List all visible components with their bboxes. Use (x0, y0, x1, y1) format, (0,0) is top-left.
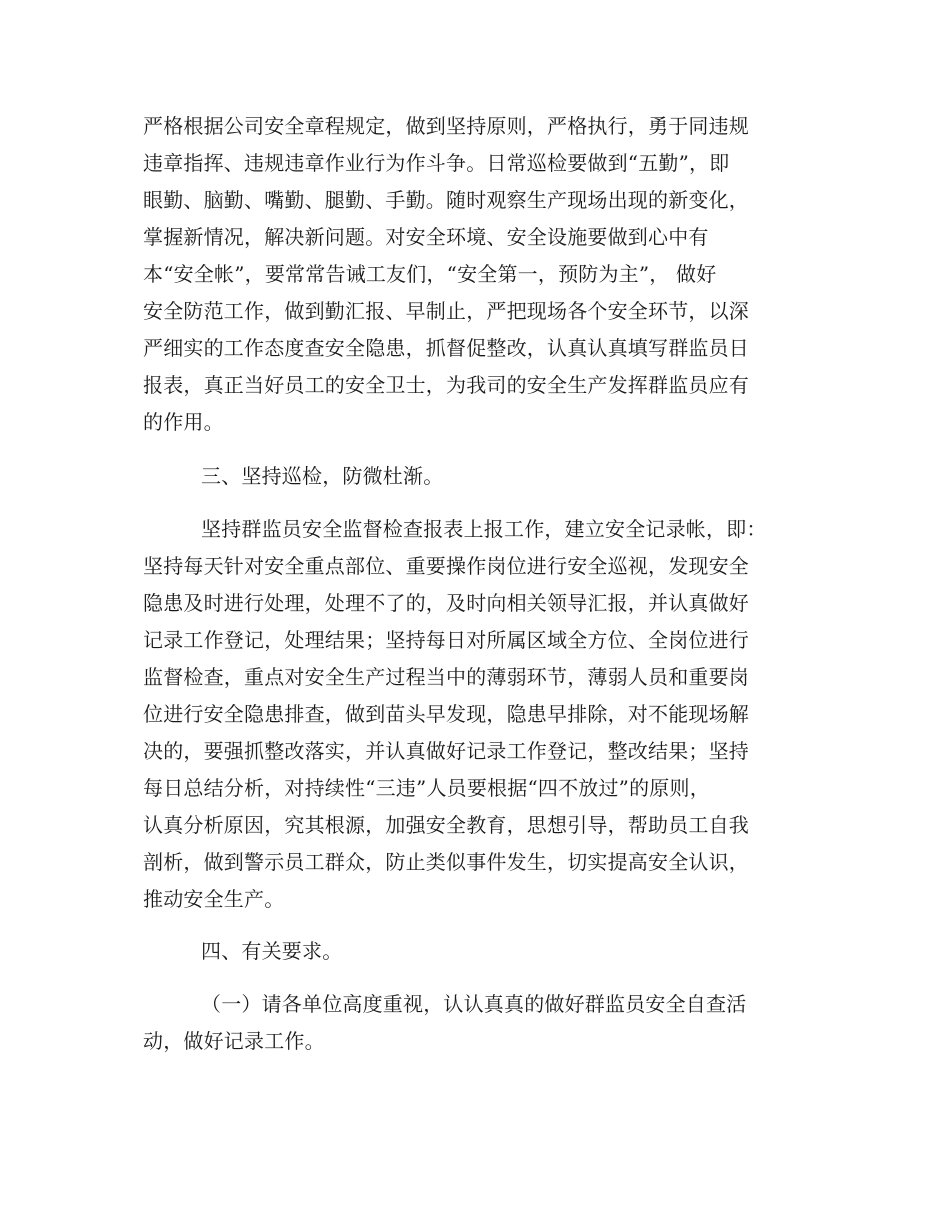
paragraph-safety-duties (143, 108, 803, 441)
text-line: 认真分析原因，究其根源，加强安全教育，思想引导，帮助员工自我 (143, 813, 749, 837)
text-line: 记录工作登记，处理结果；坚持每日对所属区域全方位、全岗位进行 (143, 628, 749, 652)
text-line: （一）请各单位高度重视，认认真真的做好群监员安全自查活 (201, 992, 747, 1016)
text-line: 推动安全生产。 (143, 887, 285, 911)
text-line: 安全防范工作，做到勤汇报、早制止，严把现场各个安全环节，以深 (143, 299, 749, 323)
text-line: 决的，要强抓整改落实，并认真做好记录工作登记，整改结果；坚持 (143, 739, 749, 763)
text-line: 报表，真正当好员工的安全卫士，为我司的安全生产发挥群监员应有 (143, 373, 749, 397)
text-line: 位进行安全隐患排查，做到苗头早发现，隐患早排除，对不能现场解 (143, 702, 749, 726)
text-line: 剖析，做到警示员工群众，防止类似事件发生，切实提高安全认识， (143, 850, 749, 874)
text-line: 违章指挥、违规违章作业行为作斗争。日常巡检要做到“五勤”，即 (143, 151, 730, 175)
text-line: 坚持每天针对安全重点部位、重要操作岗位进行安全巡视，发现安全 (143, 554, 749, 578)
paragraph-inspection (143, 511, 803, 918)
text-line: 隐患及时进行处理，处理不了的，及时向相关领导汇报，并认真做好 (143, 591, 749, 615)
section-heading-three (143, 458, 803, 495)
text-line: 眼勤、脑勤、嘴勤、腿勤、手勤。随时观察生产现场出现的新变化， (143, 188, 749, 212)
text-line: 严细实的工作态度查安全隐患，抓督促整改，认真认真填写群监员日 (143, 336, 749, 360)
text-line: 监督检查，重点对安全生产过程当中的薄弱环节，薄弱人员和重要岗 (143, 665, 749, 689)
section-heading: 三、坚持巡检，防微杜渐。 (201, 464, 444, 488)
section-heading: 四、有关要求。 (201, 939, 343, 963)
text-line: 严格根据公司安全章程规定，做到坚持原则，严格执行，勇于同违规 (143, 114, 749, 138)
paragraph-requirement-one (143, 986, 803, 1060)
text-line: 掌握新情况，解决新问题。对安全环境、安全设施要做到心中有 (143, 225, 709, 249)
text-line: 每日总结分析，对持续性“三违”人员要根据“四不放过”的原则， (143, 776, 710, 800)
section-heading-four (143, 933, 803, 970)
text-line: 本“安全帐”，要常常告诫工友们，“安全第一，预防为主”， 做好 (143, 262, 717, 286)
text-line: 的作用。 (143, 410, 224, 434)
text-line: 坚持群监员安全监督检查报表上报工作，建立安全记录帐，即： (201, 517, 767, 541)
text-line: 动，做好记录工作。 (143, 1029, 325, 1053)
